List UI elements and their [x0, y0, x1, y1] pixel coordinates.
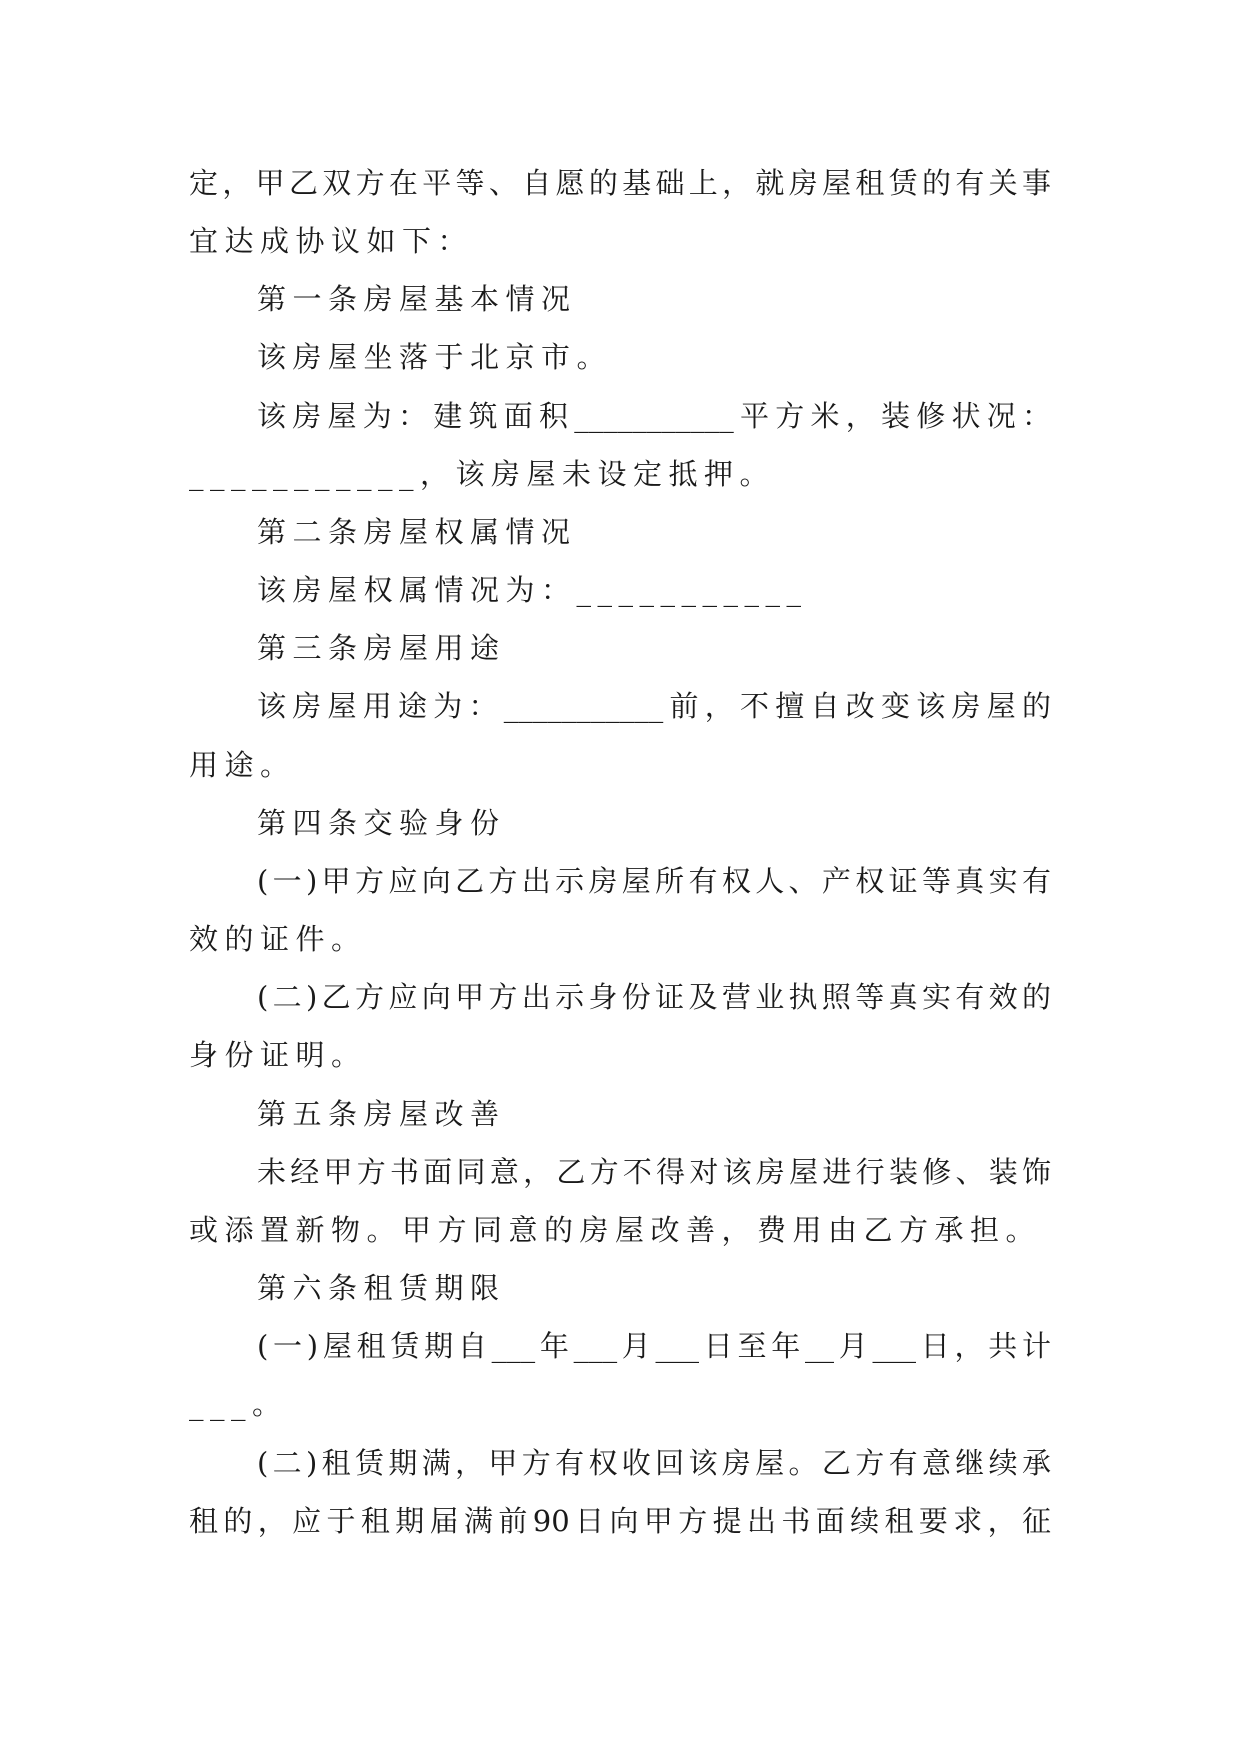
body-line: 租的，应于租期届满前90日向甲方提出书面续租要求，征: [189, 1504, 1051, 1538]
body-line: (二)乙方应向甲方出示身份证及营业执照等真实有效的: [257, 980, 1051, 1014]
body-line: (二)租赁期满，甲方有权收回该房屋。乙方有意继续承: [257, 1446, 1051, 1480]
body-line: ___________，该房屋未设定抵押。: [189, 457, 776, 491]
body-line: 未经甲方书面同意，乙方不得对该房屋进行装修、装饰: [257, 1155, 1051, 1189]
article-heading: 第一条房屋基本情况: [257, 282, 577, 316]
body-line: 定，甲乙双方在平等、自愿的基础上，就房屋租赁的有关事: [189, 166, 1051, 200]
body-line: 宜达成协议如下：: [189, 224, 474, 258]
body-line: 用途。: [189, 748, 296, 782]
article-heading: 第五条房屋改善: [257, 1097, 506, 1131]
article-heading: 第三条房屋用途: [257, 631, 506, 665]
body-line: 效的证件。: [189, 922, 367, 956]
body-line: 或添置新物。甲方同意的房屋改善，费用由乙方承担。: [189, 1213, 1042, 1247]
body-line: 该房屋用途为：___________前，不擅自改变该房屋的: [257, 689, 1051, 723]
body-line: 身份证明。: [189, 1038, 367, 1072]
body-line: (一)屋租赁期自___年___月___日至年__月___日，共计: [257, 1329, 1051, 1363]
article-heading: 第六条租赁期限: [257, 1271, 506, 1305]
article-heading: 第四条交验身份: [257, 806, 506, 840]
body-line: 该房屋权属情况为：___________: [257, 573, 808, 607]
body-line: ___。: [189, 1387, 288, 1421]
body-line: (一)甲方应向乙方出示房屋所有权人、产权证等真实有: [257, 864, 1051, 898]
body-line: 该房屋坐落于北京市。: [257, 340, 613, 374]
body-line: 该房屋为：建筑面积___________平方米，装修状况：: [257, 399, 1051, 433]
article-heading: 第二条房屋权属情况: [257, 515, 577, 549]
